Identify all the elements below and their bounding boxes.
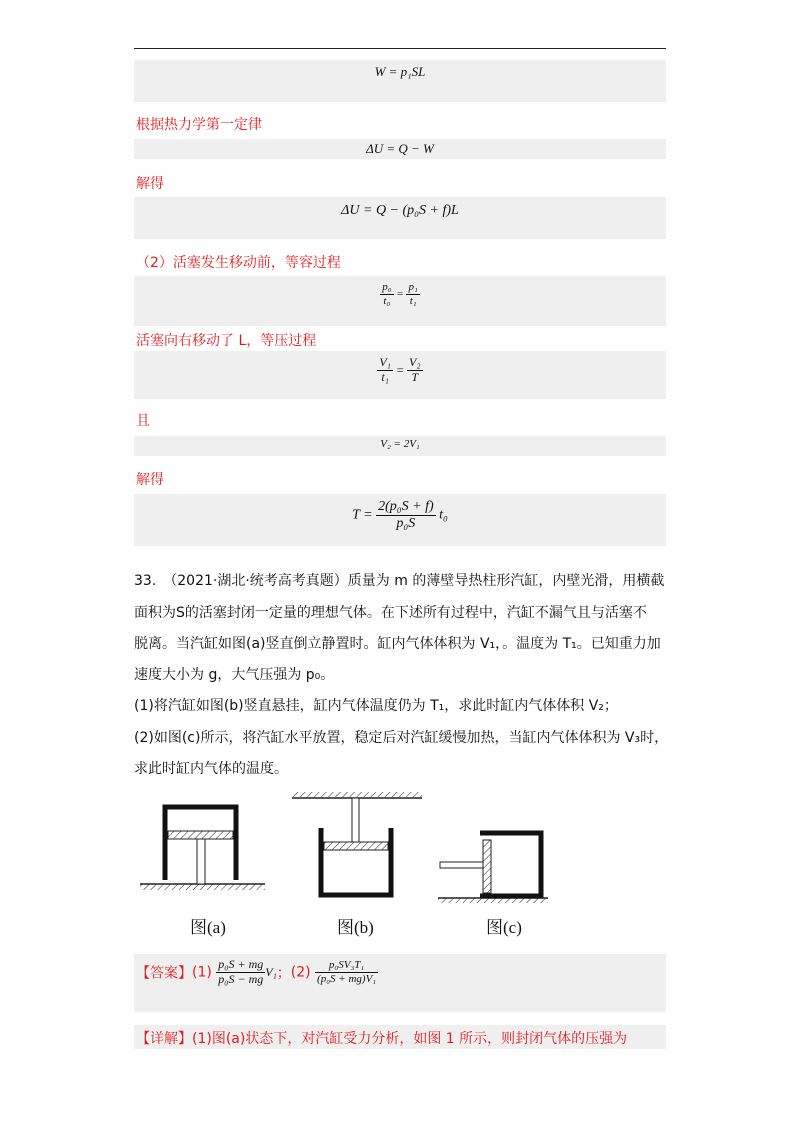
frac-numerator: p₀SV₃T₁: [315, 959, 378, 973]
frac-numerator: p₀: [382, 281, 392, 293]
problem-line-2: 面积为S的活塞封闭一定量的理想气体。在下述所有过程中，汽缸不漏气且与活塞不: [134, 605, 647, 621]
frac-denominator: t₀: [383, 294, 391, 307]
question-1: (1)将汽缸如图(b)竖直悬挂，缸内气体温度仍为 T₁，求此时缸内气体体积 V₂；: [134, 698, 618, 714]
figure-a-diagram: [140, 807, 265, 890]
frac-numerator: p₁: [408, 281, 418, 293]
cylinder-figures: [130, 790, 550, 920]
frac-denominator: p₀S: [396, 516, 416, 532]
answer-tag: 【答案】: [136, 965, 192, 982]
frac-denominator: p₀S − mg: [218, 971, 264, 986]
label-and: 且: [136, 413, 150, 429]
answer: [136, 958, 378, 987]
question-2: (2)如图(c)所示，将汽缸水平放置，稳定后对汽缸缓慢加热，当缸内气体体积为 V₃时，: [134, 730, 669, 746]
label-solve-2: 解得: [136, 472, 164, 488]
detail: [136, 1028, 627, 1048]
problem-line-4: 速度大小为 g，大气压强为 p₀。: [134, 667, 335, 683]
answer-separator: ；: [276, 965, 291, 982]
label-solve-1: 解得: [136, 176, 164, 192]
problem-line-1: 33. （2021·湖北·统考高考真题）质量为 m 的薄壁导热柱形汽缸，内壁光滑，用横截: [134, 573, 665, 589]
frac-denominator: T: [411, 369, 419, 384]
problem-line-3: 脱离。当汽缸如图(a)竖直倒立静置时。缸内气体体积为 V₁，。温度为 T₁。已知重力加: [134, 636, 661, 652]
answer-part-1: (1): [192, 964, 212, 981]
figure-b-caption: 图(b): [337, 918, 374, 937]
frac-denominator: t₁: [381, 369, 389, 384]
equation-result-1: ΔU = Q − (p₀S + f)L: [341, 203, 459, 218]
equation-volume: V₂ = 2V₁: [380, 438, 420, 450]
equation-isochoric: $\frac{\text{p₀}}{\text{t₀}}$ = $\frac{\text{p₁}}{\text{t₁}}$: [382, 281, 418, 307]
frac-numerator: V₁: [379, 355, 391, 369]
eq-rhs: t₀: [439, 507, 448, 523]
figure-c-caption: 图(c): [486, 918, 522, 937]
equation-first-law: ΔU = Q − W: [366, 141, 434, 156]
frac-numerator: V₂: [409, 355, 421, 369]
label-part-2: （2）活塞发生移动前，等容过程: [136, 255, 341, 271]
figure-b-diagram: [292, 792, 422, 895]
answer-frac1-tail: V₁: [265, 964, 277, 979]
detail-tag: 【详解】: [136, 1031, 192, 1047]
detail-text: (1)图(a)状态下，对汽缸受力分析，如图 1 所示，则封闭气体的压强为: [192, 1031, 628, 1047]
frac-numerator: 2(p₀S + f): [376, 499, 436, 516]
equation-work: W = p₁SL: [374, 64, 426, 79]
figure-c-diagram: [438, 833, 548, 903]
figure-a-caption: 图(a): [190, 918, 226, 937]
frac-numerator: p₀S + mg: [218, 957, 264, 971]
frac-denominator: t₁: [409, 294, 417, 307]
frac-denominator: (p₀S + mg)V₁: [317, 972, 377, 985]
answer-part-2: (2): [290, 964, 311, 981]
label-isobaric: 活塞向右移动了 L，等压过程: [136, 333, 317, 349]
equation-isobaric: $\frac{\text{V₁}}{\text{t₁}}$ = $\frac{\text{V₂}}{T}$: [379, 355, 421, 384]
eq-lhs: T =: [352, 507, 373, 523]
equation-temperature: [134, 499, 666, 532]
label-first-law: 根据热力学第一定律: [136, 117, 262, 133]
question-3: 求此时缸内气体的温度。: [134, 761, 288, 777]
top-rule: [134, 48, 666, 49]
